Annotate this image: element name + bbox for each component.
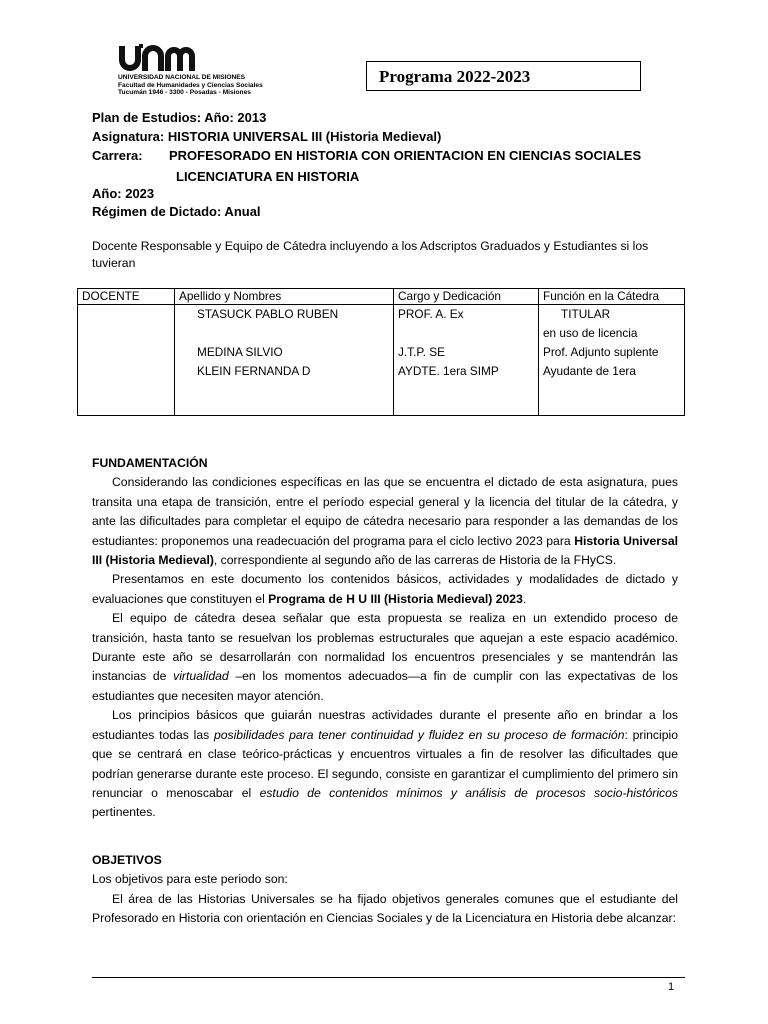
funcion-1: TITULAR xyxy=(561,307,611,321)
header-funcion: Función en la Cátedra xyxy=(539,289,685,305)
regimen-line: Régimen de Dictado: Anual xyxy=(92,204,261,219)
carrera-profesorado: PROFESORADO EN HISTORIA CON ORIENTACION EN CIENCIAS SOCIALES xyxy=(169,148,642,163)
fundamentacion-paragraph-1: Considerando las condiciones específicas en las que se encuentra el dictado de esta asignatura, pues transita una etapa de transición, entre el período especial general y la licencia del titular de la cátedra, y ante las dificultades para completar el equipo de cátedra necesario para responder a las demandas de los estudiantes: proponemos una readecuación del programa para el ciclo lectivo 2023 para Historia Universal III (Historia Medieval), correspondiente al segundo año de las carreras de Historia de la FHyCS. xyxy=(92,475,678,568)
header-docente: DOCENTE xyxy=(78,289,175,305)
carrera-licenciatura: LICENCIATURA EN HISTORIA xyxy=(176,169,360,184)
header-apellido: Apellido y Nombres xyxy=(175,289,394,305)
asignatura-line: Asignatura: HISTORIA UNIVERSAL III (Historia Medieval) xyxy=(92,129,442,144)
anio-line: Año: 2023 xyxy=(92,186,155,201)
faculty-name: Facultad de Humanidades y Ciencias Sociales xyxy=(118,81,263,89)
funcion-4: Ayudante de 1era xyxy=(543,364,636,378)
unam-logo-icon xyxy=(118,44,198,72)
page-number: 1 xyxy=(668,981,675,993)
fundamentacion-paragraph-3: El equipo de cátedra desea señalar que esta propuesta se realiza en un extendido proceso de transición, hasta tanto se resuelvan los problemas estructurales que aquejan a este espacio académico. Durante este año se desarrollarán con normalidad los encuentros presenciales y se mantendrán las instancias de virtualidad –en los momentos adecuados—a fin de cumplir con las expectativas de los estudiantes que necesiten mayor atención. xyxy=(92,611,678,703)
docente-description: Docente Responsable y Equipo de Cátedra incluyendo a los Adscriptos Graduados y Estudiantes si los tuvieran xyxy=(92,239,649,270)
funcion-2: en uso de licencia xyxy=(543,326,638,340)
carrera-label: Carrera: xyxy=(92,148,143,163)
objetivos-section xyxy=(92,851,678,929)
funcion-3: Prof. Adjunto suplente xyxy=(543,345,659,359)
institution-address: Tucumán 1946 - 3300 - Posadas - Misiones xyxy=(118,89,251,97)
objetivos-heading: OBJETIVOS xyxy=(92,853,162,867)
fundamentacion-heading: FUNDAMENTACIÓN xyxy=(92,456,208,470)
cargo-3: J.T.P. SE xyxy=(398,345,445,359)
objetivos-paragraph-1: El área de las Historias Universales se ha fijado objetivos generales comunes que el estudiante del Profesorado en Historia con orientación en Ciencias Sociales y de la Licenciatura en Historia debe alcanzar: xyxy=(92,891,678,926)
name-3: MEDINA SILVIO xyxy=(197,345,283,359)
header-cargo: Cargo y Dedicación xyxy=(394,289,539,305)
plan-line: Plan de Estudios: Año: 2013 xyxy=(92,110,267,125)
names-cell xyxy=(175,305,394,416)
name-4: KLEIN FERNANDA D xyxy=(197,364,311,378)
table-header-row xyxy=(78,289,685,305)
cargo-1: PROF. A. Ex xyxy=(398,307,464,321)
university-logo xyxy=(118,44,268,97)
program-title-box: Programa 2022-2023 xyxy=(366,61,641,91)
table-row xyxy=(78,305,685,416)
funcion-cell xyxy=(539,305,685,416)
cargo-cell xyxy=(394,305,539,416)
objetivos-intro: Los objetivos para este periodo son: xyxy=(92,872,288,887)
footer-divider xyxy=(92,977,685,978)
staff-table xyxy=(77,288,685,416)
name-1: STASUCK PABLO RUBEN xyxy=(197,307,339,321)
fundamentacion-paragraph-4: Los principios básicos que guiarán nuestras actividades durante el presente año en brindar a los estudiantes todas las posibilidades para tener continuidad y fluidez en su proceso de formación: principio que se centrará en clase teórico-prácticas y encuentros virtuales a fin de resolver las dificultades que podrían generarse durante este proceso. El segundo, consiste en garantizar el cumplimiento del primero sin renunciar o menoscabar el estudio de contenidos mínimos y análisis de procesos socio-históricos pertinentes. xyxy=(92,708,678,820)
cargo-2 xyxy=(398,324,534,343)
institution-name: UNIVERSIDAD NACIONAL DE MISIONES xyxy=(118,74,246,81)
name-2 xyxy=(179,324,389,343)
fundamentacion-paragraph-2: Presentamos en este documento los contenidos básicos, actividades y modalidades de dictado y evaluaciones que constituyen el Programa de H U III (Historia Medieval) 2023. xyxy=(92,572,678,606)
cargo-4: AYDTE. 1era SIMP xyxy=(398,364,499,378)
fundamentacion-section xyxy=(92,454,678,823)
docente-cell xyxy=(78,305,175,416)
